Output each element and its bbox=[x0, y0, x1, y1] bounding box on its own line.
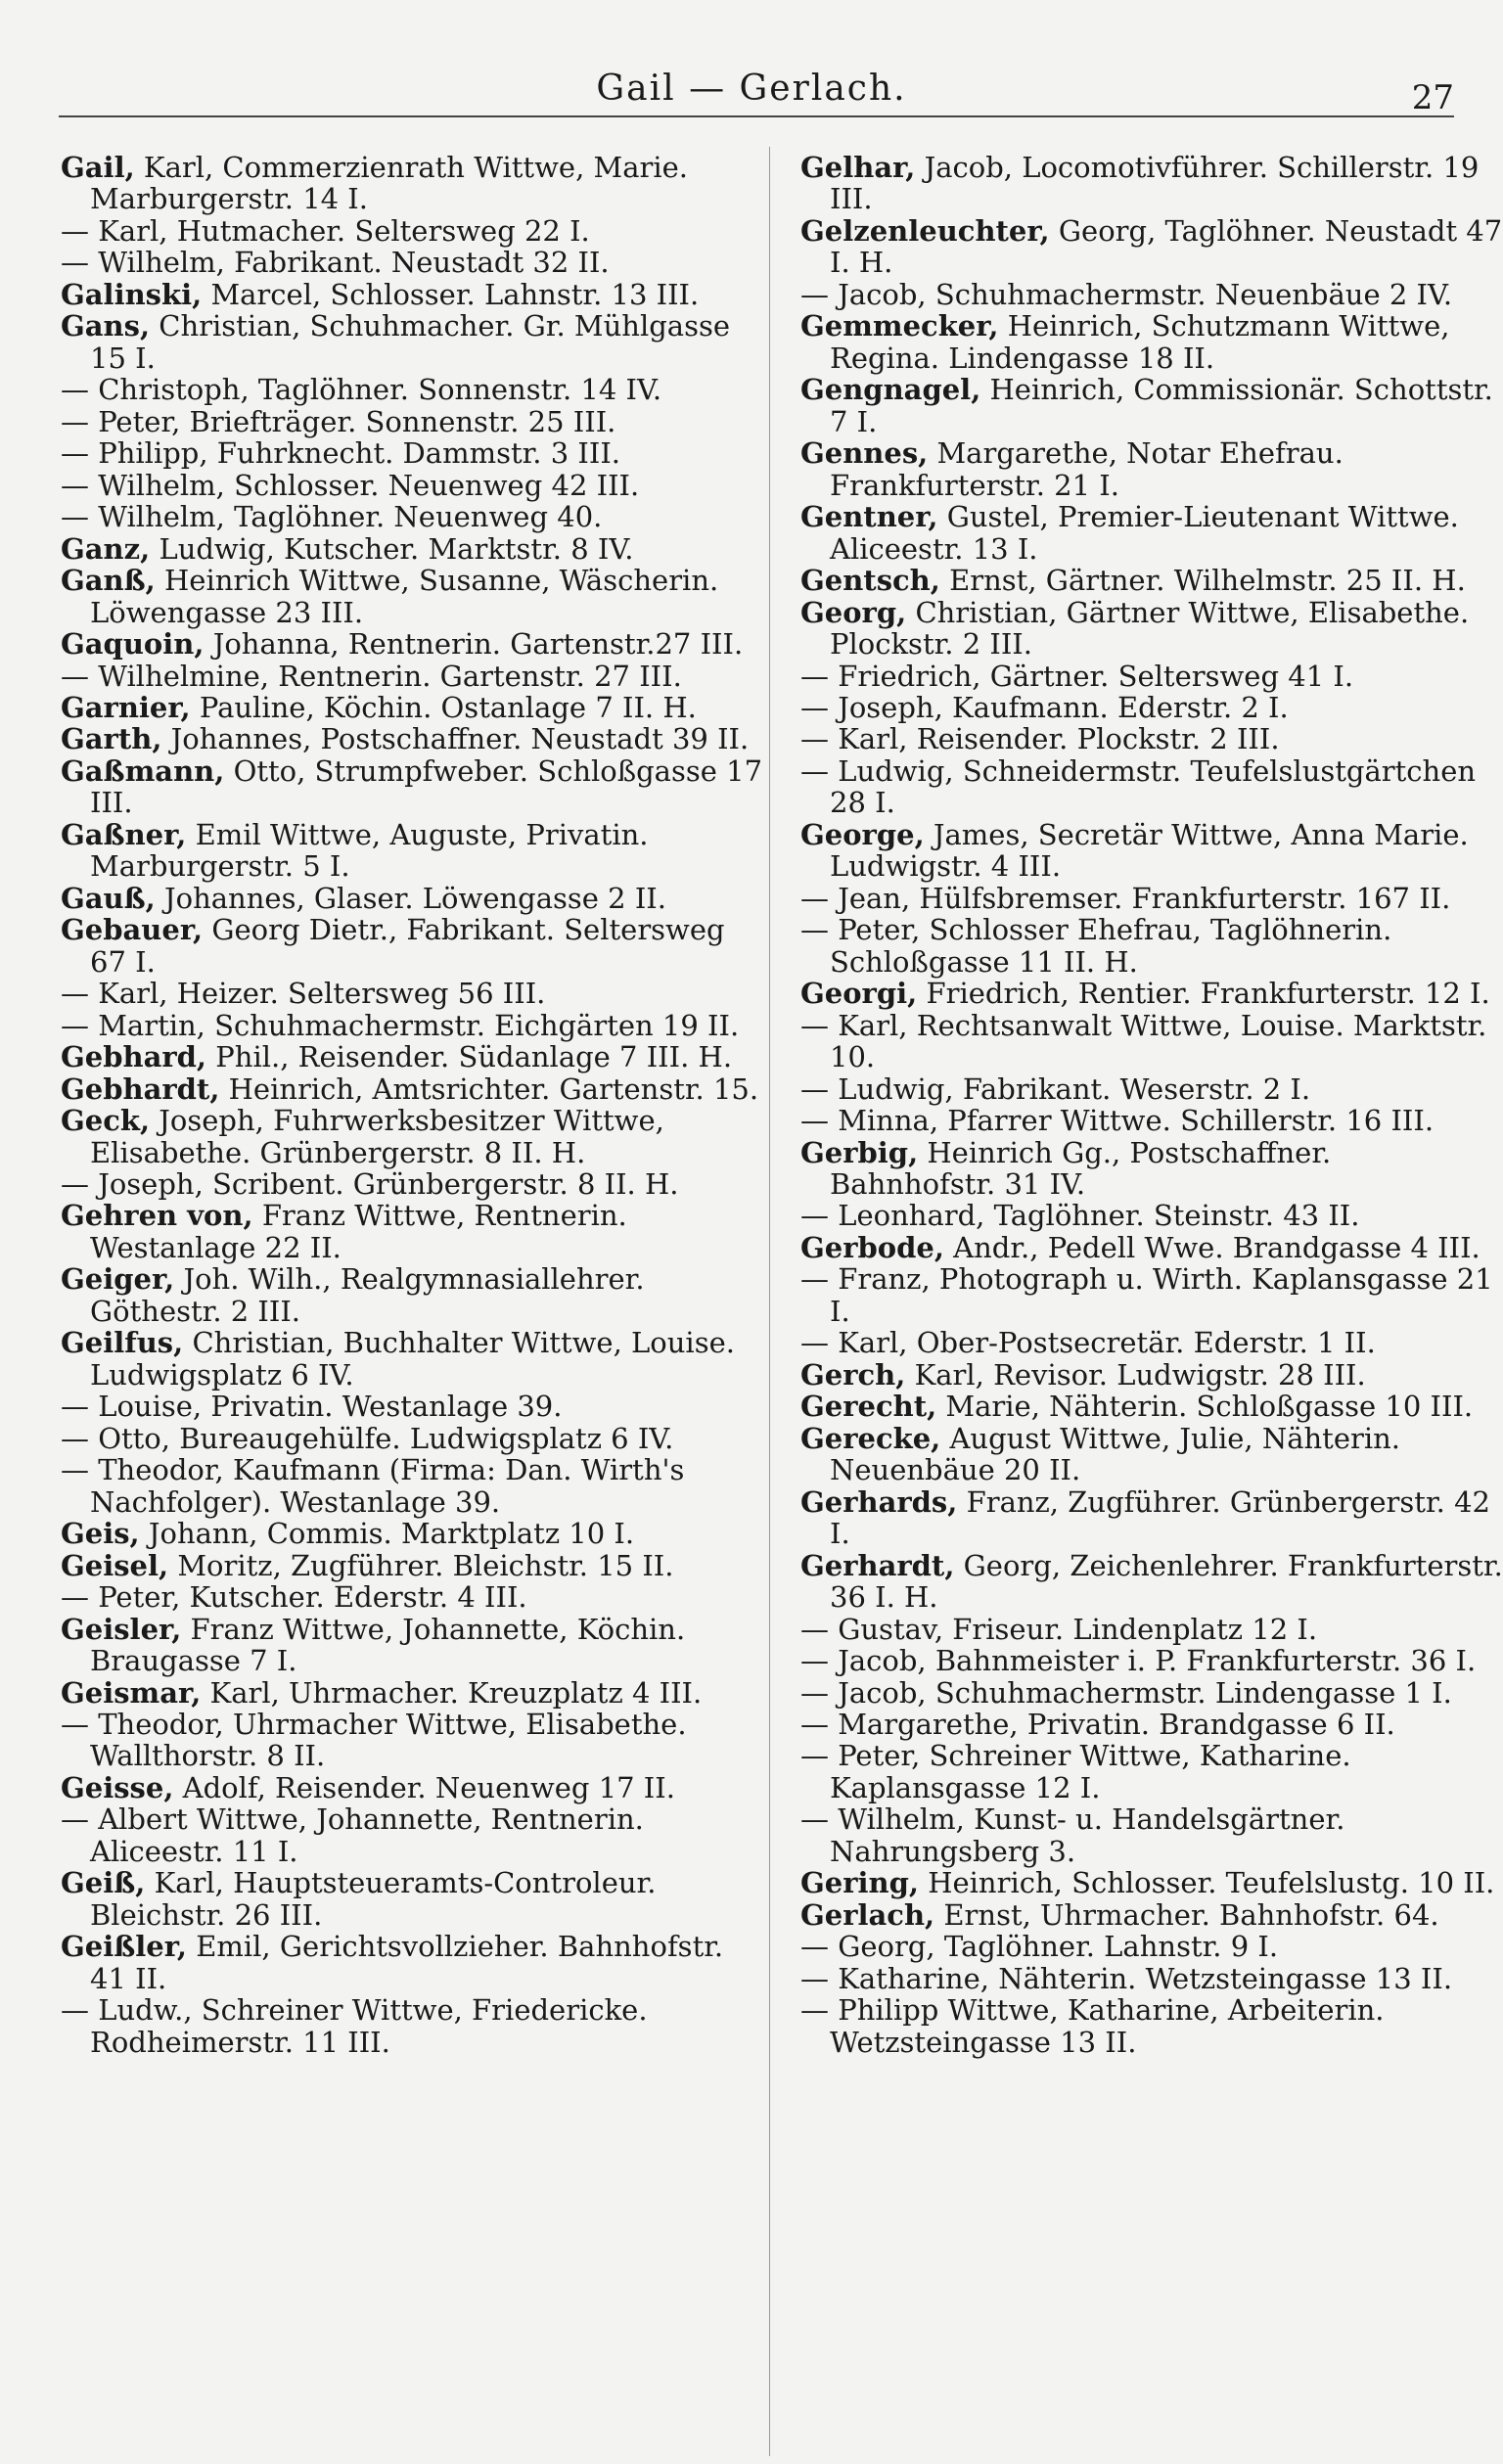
entry-surname: Gerecht, bbox=[800, 1390, 937, 1424]
entry-surname: Gehren von, bbox=[61, 1199, 253, 1233]
directory-entry bbox=[61, 1772, 765, 1803]
directory-entry bbox=[800, 1232, 1503, 1263]
entry-details: — Peter, Schlosser Ehefrau, Taglöhnerin. Schloßgasse 11 II. H. bbox=[800, 913, 1392, 979]
entry-details: — Philipp Wittwe, Katharine, Arbeiterin. Wetzsteingasse 13 II. bbox=[800, 1993, 1385, 2059]
directory-entry bbox=[800, 692, 1503, 723]
entry-details: Emil Wittwe, Auguste, Privatin. Marburgerstr. 5 I. bbox=[90, 817, 649, 884]
entry-surname: Georgi, bbox=[800, 977, 918, 1011]
entry-surname: Gebhardt, bbox=[61, 1072, 220, 1106]
directory-entry bbox=[800, 1709, 1503, 1740]
directory-entry bbox=[61, 1073, 765, 1105]
entry-details: — Ludw., Schreiner Wittwe, Friedericke. Rodheimerstr. 11 III. bbox=[61, 1993, 648, 2059]
directory-entry bbox=[800, 1614, 1503, 1645]
running-title: Gail — Gerlach. bbox=[596, 68, 907, 109]
entry-details: — Karl, Rechtsanwalt Wittwe, Louise. Marktstr. 10. bbox=[800, 1008, 1487, 1074]
entry-surname: Gaßmann, bbox=[61, 753, 225, 788]
entry-details: — Jacob, Schuhmachermstr. Lindengasse 1 I. bbox=[800, 1675, 1452, 1710]
entry-details: — Gustav, Friseur. Lindenplatz 12 I. bbox=[800, 1612, 1318, 1646]
directory-entry bbox=[61, 1168, 765, 1200]
entry-surname: Gering, bbox=[800, 1866, 919, 1900]
entry-details: — Theodor, Kaufmann (Firma: Dan. Wirth's Nachfolger). Westanlage 39. bbox=[61, 1453, 685, 1519]
entry-surname: Gebhard, bbox=[61, 1040, 207, 1074]
directory-entry bbox=[61, 1391, 765, 1422]
directory-entry bbox=[800, 883, 1503, 914]
directory-entry bbox=[800, 279, 1503, 310]
entry-details: — Jacob, Bahnmeister i. P. Frankfurterstr. 36 I. bbox=[800, 1644, 1477, 1678]
directory-entry bbox=[61, 1931, 765, 1994]
entry-details: — Wilhelm, Taglöhner. Neuenweg 40. bbox=[61, 500, 603, 534]
entry-details: Andr., Pedell Wwe. Brandgasse 4 III. bbox=[953, 1230, 1480, 1264]
entry-details: — Theodor, Uhrmacher Wittwe, Elisabethe. Wallthorstr. 8 II. bbox=[61, 1707, 687, 1773]
entry-details: Karl, Hauptsteueramts-Controleur. Bleichstr. 26 III. bbox=[90, 1866, 657, 1932]
entry-details: Johann, Commis. Marktplatz 10 I. bbox=[148, 1517, 635, 1551]
entry-details: Johannes, Glaser. Löwengasse 2 II. bbox=[164, 881, 666, 915]
directory-entry bbox=[800, 1137, 1503, 1201]
entry-surname: Gerecke, bbox=[800, 1421, 941, 1455]
directory-entry bbox=[61, 692, 765, 723]
directory-entry bbox=[61, 1550, 765, 1581]
column-divider bbox=[769, 147, 770, 2456]
directory-entry bbox=[61, 310, 765, 374]
entry-details: Karl, Commerzienrath Wittwe, Marie. Marburgerstr. 14 I. bbox=[90, 151, 689, 216]
entry-surname: Galinski, bbox=[61, 277, 203, 311]
directory-entry bbox=[800, 1867, 1503, 1898]
entry-surname: Gentsch, bbox=[800, 564, 940, 598]
entry-surname: Gengnagel, bbox=[800, 373, 981, 407]
directory-entry bbox=[800, 1200, 1503, 1231]
directory-entry bbox=[800, 597, 1503, 661]
entry-details: — Philipp, Fuhrknecht. Dammstr. 3 III. bbox=[61, 436, 620, 471]
entry-details: Jacob, Locomotivführer. Schillerstr. 19 III. bbox=[830, 151, 1480, 216]
entry-surname: Gerhards, bbox=[800, 1484, 958, 1519]
entry-details: Heinrich, Schutzmann Wittwe, Regina. Lindengasse 18 II. bbox=[830, 309, 1450, 375]
entry-details: Christian, Schuhmacher. Gr. Mühlgasse 15 I. bbox=[90, 309, 731, 375]
entry-details: — Karl, Ober-Postsecretär. Ederstr. 1 II. bbox=[800, 1326, 1376, 1360]
directory-entry bbox=[61, 1105, 765, 1168]
entry-surname: Garnier, bbox=[61, 690, 191, 724]
entry-details: Ludwig, Kutscher. Marktstr. 8 IV. bbox=[159, 531, 634, 566]
entry-details: Ernst, Gärtner. Wilhelmstr. 25 II. H. bbox=[949, 564, 1466, 598]
directory-entry bbox=[800, 1486, 1503, 1550]
entry-surname: Geisel, bbox=[61, 1548, 169, 1582]
entry-details: Karl, Uhrmacher. Kreuzplatz 4 III. bbox=[209, 1675, 703, 1710]
directory-entry bbox=[800, 1740, 1503, 1803]
entry-details: Franz Wittwe, Johannette, Köchin. Braugasse 7 I. bbox=[90, 1612, 686, 1678]
directory-entry bbox=[800, 374, 1503, 437]
directory-entry bbox=[800, 1105, 1503, 1136]
directory-entry bbox=[61, 215, 765, 247]
entry-details: Karl, Revisor. Ludwigstr. 28 III. bbox=[914, 1357, 1366, 1392]
entry-details: — Minna, Pfarrer Wittwe. Schillerstr. 16 III. bbox=[800, 1104, 1435, 1138]
directory-entry bbox=[800, 1803, 1503, 1867]
directory-entry bbox=[800, 1073, 1503, 1105]
entry-surname: Gemmecker, bbox=[800, 309, 999, 343]
directory-entry bbox=[800, 1010, 1503, 1073]
entry-details: Heinrich Wittwe, Susanne, Wäscherin. Löwengasse 23 III. bbox=[90, 564, 719, 629]
entry-details: — Wilhelm, Fabrikant. Neustadt 32 II. bbox=[61, 246, 610, 280]
directory-entry bbox=[61, 1423, 765, 1454]
directory-entry bbox=[800, 152, 1503, 215]
entry-surname: Gauß, bbox=[61, 881, 156, 915]
entry-surname: Geiß, bbox=[61, 1866, 146, 1900]
entry-details: — Karl, Heizer. Seltersweg 56 III. bbox=[61, 977, 546, 1011]
entry-details: Pauline, Köchin. Ostanlage 7 II. H. bbox=[199, 690, 697, 724]
entry-details: Joseph, Fuhrwerksbesitzer Wittwe, Elisabethe. Grünbergerstr. 8 II. H. bbox=[90, 1104, 664, 1169]
entry-surname: Gentner, bbox=[800, 500, 938, 534]
entry-details: Georg, Taglöhner. Neustadt 47 I. H. bbox=[830, 213, 1503, 280]
entry-details: Marie, Nähterin. Schloßgasse 10 III. bbox=[945, 1390, 1474, 1424]
entry-details: Franz Wittwe, Rentnerin. Westanlage 22 II. bbox=[90, 1199, 627, 1264]
entry-details: — Peter, Briefträger. Sonnenstr. 25 III. bbox=[61, 404, 616, 438]
directory-entry bbox=[800, 310, 1503, 374]
directory-entry bbox=[800, 215, 1503, 279]
entry-surname: Gelzenleuchter, bbox=[800, 213, 1050, 248]
entry-details: Heinrich, Amtsrichter. Gartenstr. 15. bbox=[228, 1072, 759, 1106]
directory-entry bbox=[800, 1263, 1503, 1327]
directory-entry bbox=[61, 1041, 765, 1072]
directory-entry bbox=[800, 1550, 1503, 1614]
entry-details: Heinrich, Commissionär. Schottstr. 7 I. bbox=[830, 373, 1493, 438]
entry-details: Franz, Zugführer. Grünbergerstr. 42 I. bbox=[830, 1484, 1490, 1551]
entry-surname: Georg, bbox=[800, 595, 907, 629]
directory-entry bbox=[61, 883, 765, 914]
entry-details: Adolf, Reisender. Neuenweg 17 II. bbox=[182, 1770, 675, 1804]
entry-surname: Gerbig, bbox=[800, 1135, 919, 1169]
entry-surname: Geißler, bbox=[61, 1930, 187, 1964]
directory-entry bbox=[800, 819, 1503, 883]
entry-details: James, Secretär Wittwe, Anna Marie. Ludwigstr. 4 III. bbox=[830, 817, 1469, 884]
directory-entry bbox=[800, 661, 1503, 692]
entry-surname: Geisse, bbox=[61, 1770, 174, 1804]
entry-details: — Georg, Taglöhner. Lahnstr. 9 I. bbox=[800, 1930, 1279, 1964]
entry-details: — Peter, Kutscher. Ederstr. 4 III. bbox=[61, 1580, 527, 1615]
directory-entry bbox=[800, 755, 1503, 819]
entry-details: Margarethe, Notar Ehefrau. Frankfurterstr. 21 I. bbox=[830, 436, 1344, 502]
left-column bbox=[61, 152, 765, 2058]
entry-surname: Geismar, bbox=[61, 1675, 202, 1710]
entry-details: — Louise, Privatin. Westanlage 39. bbox=[61, 1390, 563, 1424]
directory-entry bbox=[61, 1867, 765, 1931]
entry-details: Joh. Wilh., Realgymnasiallehrer. Göthestr. 2 III. bbox=[90, 1262, 645, 1328]
entry-details: Christian, Gärtner Wittwe, Elisabethe. Plockstr. 2 III. bbox=[830, 595, 1470, 662]
entry-details: — Peter, Schreiner Wittwe, Katharine. Kaplansgasse 12 I. bbox=[800, 1739, 1351, 1804]
directory-entry bbox=[61, 661, 765, 692]
directory-entry bbox=[61, 914, 765, 978]
entry-surname: Gans, bbox=[61, 309, 151, 343]
entry-surname: Geiger, bbox=[61, 1262, 175, 1297]
entry-details: — Leonhard, Taglöhner. Steinstr. 43 II. bbox=[800, 1199, 1360, 1233]
entry-surname: George, bbox=[800, 817, 925, 851]
directory-entry bbox=[61, 1454, 765, 1518]
directory-entry bbox=[61, 1010, 765, 1041]
entry-details: Phil., Reisender. Südanlage 7 III. H. bbox=[215, 1040, 733, 1074]
entry-details: — Margarethe, Privatin. Brandgasse 6 II. bbox=[800, 1707, 1395, 1741]
directory-entry bbox=[800, 437, 1503, 501]
entry-surname: Gerlach, bbox=[800, 1897, 935, 1932]
entry-surname: Gerch, bbox=[800, 1357, 906, 1392]
entry-details: Georg Dietr., Fabrikant. Seltersweg 67 I. bbox=[90, 913, 725, 979]
directory-entry bbox=[800, 1423, 1503, 1486]
entry-surname: Gerbode, bbox=[800, 1230, 944, 1264]
entry-surname: Gelhar, bbox=[800, 151, 916, 184]
entry-details: — Jacob, Schuhmachermstr. Neuenbäue 2 IV. bbox=[800, 277, 1453, 311]
directory-entry bbox=[61, 1994, 765, 2058]
entry-surname: Gebauer, bbox=[61, 913, 204, 947]
entry-details: Otto, Strumpfweber. Schloßgasse 17 III. bbox=[90, 753, 763, 820]
entry-details: Marcel, Schlosser. Lahnstr. 13 III. bbox=[210, 277, 700, 311]
right-column bbox=[800, 152, 1503, 2058]
entry-details: Johannes, Postschaffner. Neustadt 39 II. bbox=[170, 722, 750, 756]
entry-surname: Geilfus, bbox=[61, 1326, 184, 1360]
entry-surname: Geisler, bbox=[61, 1612, 182, 1646]
directory-entry bbox=[800, 914, 1503, 978]
entry-details: Heinrich Gg., Postschaffner. Bahnhofstr. 31 IV. bbox=[830, 1135, 1332, 1201]
directory-entry bbox=[61, 1709, 765, 1772]
entry-details: Moritz, Zugführer. Bleichstr. 15 II. bbox=[177, 1548, 674, 1582]
directory-entry bbox=[61, 247, 765, 278]
entry-details: — Joseph, Scribent. Grünbergerstr. 8 II. H. bbox=[61, 1167, 679, 1201]
directory-entry bbox=[61, 470, 765, 501]
entry-details: — Karl, Hutmacher. Seltersweg 22 I. bbox=[61, 213, 590, 248]
entry-details: Ernst, Uhrmacher. Bahnhofstr. 64. bbox=[943, 1897, 1439, 1932]
directory-entry bbox=[800, 723, 1503, 754]
page-header bbox=[0, 68, 1503, 127]
entry-details: — Franz, Photograph u. Wirth. Kaplansgasse 21 I. bbox=[800, 1262, 1493, 1328]
entry-details: — Joseph, Kaufmann. Ederstr. 2 I. bbox=[800, 690, 1289, 724]
entry-details: Emil, Gerichtsvollzieher. Bahnhofstr. 41 II. bbox=[90, 1930, 724, 1995]
entry-surname: Ganß, bbox=[61, 564, 156, 598]
directory-entry bbox=[61, 501, 765, 532]
entry-surname: Gail, bbox=[61, 151, 135, 184]
directory-entry bbox=[61, 723, 765, 754]
directory-entry bbox=[800, 1359, 1503, 1391]
directory-entry bbox=[61, 565, 765, 628]
entry-details: — Wilhelm, Kunst- u. Handelsgärtner. Nahrungsberg 3. bbox=[800, 1802, 1345, 1868]
entry-details: Georg, Zeichenlehrer. Frankfurterstr. 36 I. H. bbox=[830, 1548, 1503, 1615]
directory-entry bbox=[61, 437, 765, 469]
entry-surname: Geck, bbox=[61, 1104, 151, 1138]
entry-surname: Gaquoin, bbox=[61, 627, 205, 662]
entry-details: — Martin, Schuhmachermstr. Eichgärten 19 II. bbox=[61, 1008, 740, 1042]
directory-entry bbox=[800, 1931, 1503, 1962]
entry-surname: Geis, bbox=[61, 1517, 140, 1551]
directory-entry bbox=[61, 279, 765, 310]
directory-entry bbox=[800, 565, 1503, 596]
directory-entry bbox=[800, 1677, 1503, 1709]
entry-details: — Ludwig, Schneidermstr. Teufelslustgärtchen 28 I. bbox=[800, 753, 1477, 820]
directory-entry bbox=[800, 1645, 1503, 1676]
entry-surname: Ganz, bbox=[61, 531, 151, 566]
entry-details: — Katharine, Nähterin. Wetzsteingasse 13 II. bbox=[800, 1961, 1453, 1995]
directory-entry bbox=[61, 1803, 765, 1867]
directory-entry bbox=[61, 755, 765, 819]
directory-entry bbox=[800, 1963, 1503, 1994]
directory-entry bbox=[800, 978, 1503, 1009]
directory-entry bbox=[61, 1200, 765, 1263]
entry-details: — Albert Wittwe, Johannette, Rentnerin. Aliceestr. 11 I. bbox=[61, 1802, 644, 1868]
entry-details: — Wilhelm, Schlosser. Neuenweg 42 III. bbox=[61, 468, 640, 502]
directory-entry bbox=[800, 1994, 1503, 2058]
entry-details: — Karl, Reisender. Plockstr. 2 III. bbox=[800, 722, 1280, 756]
entry-details: — Otto, Bureaugehülfe. Ludwigsplatz 6 IV. bbox=[61, 1421, 674, 1455]
entry-details: Gustel, Premier-Lieutenant Wittwe. Aliceestr. 13 I. bbox=[830, 500, 1459, 566]
directory-entry bbox=[800, 1391, 1503, 1422]
entry-surname: Gerhardt, bbox=[800, 1548, 955, 1582]
directory-entry bbox=[61, 978, 765, 1009]
directory-entry bbox=[61, 152, 765, 215]
directory-entry bbox=[61, 1614, 765, 1677]
entry-surname: Gennes, bbox=[800, 436, 929, 471]
directory-entry bbox=[61, 1581, 765, 1613]
directory-entry bbox=[800, 1327, 1503, 1358]
directory-entry bbox=[800, 501, 1503, 565]
entry-details: — Wilhelmine, Rentnerin. Gartenstr. 27 III. bbox=[61, 659, 682, 693]
header-rule bbox=[59, 115, 1454, 117]
directory-entry bbox=[800, 1899, 1503, 1931]
entry-details: — Jean, Hülfsbremser. Frankfurterstr. 167 II. bbox=[800, 881, 1451, 915]
entry-details: — Ludwig, Fabrikant. Weserstr. 2 I. bbox=[800, 1072, 1311, 1106]
directory-entry bbox=[61, 628, 765, 660]
directory-entry bbox=[61, 1327, 765, 1391]
entry-details: — Christoph, Taglöhner. Sonnenstr. 14 IV. bbox=[61, 373, 662, 407]
entry-details: Friedrich, Rentier. Frankfurterstr. 12 I. bbox=[926, 977, 1490, 1011]
directory-entry bbox=[61, 1677, 765, 1709]
directory-entry bbox=[61, 406, 765, 437]
entry-details: — Friedrich, Gärtner. Seltersweg 41 I. bbox=[800, 659, 1354, 693]
entry-surname: Garth, bbox=[61, 722, 162, 756]
directory-entry bbox=[61, 1518, 765, 1549]
directory-entry bbox=[61, 533, 765, 565]
entry-details: Christian, Buchhalter Wittwe, Louise. Ludwigsplatz 6 IV. bbox=[90, 1326, 735, 1392]
entry-details: Johanna, Rentnerin. Gartenstr.27 III. bbox=[212, 627, 744, 662]
entry-details: Heinrich, Schlosser. Teufelslustg. 10 II. bbox=[928, 1866, 1495, 1900]
entry-details: August Wittwe, Julie, Nähterin. Neuenbäue 20 II. bbox=[830, 1421, 1401, 1487]
directory-entry bbox=[61, 819, 765, 883]
directory-entry bbox=[61, 374, 765, 405]
page-number: 27 bbox=[1411, 78, 1454, 117]
entry-surname: Gaßner, bbox=[61, 817, 187, 851]
directory-entry bbox=[61, 1263, 765, 1327]
